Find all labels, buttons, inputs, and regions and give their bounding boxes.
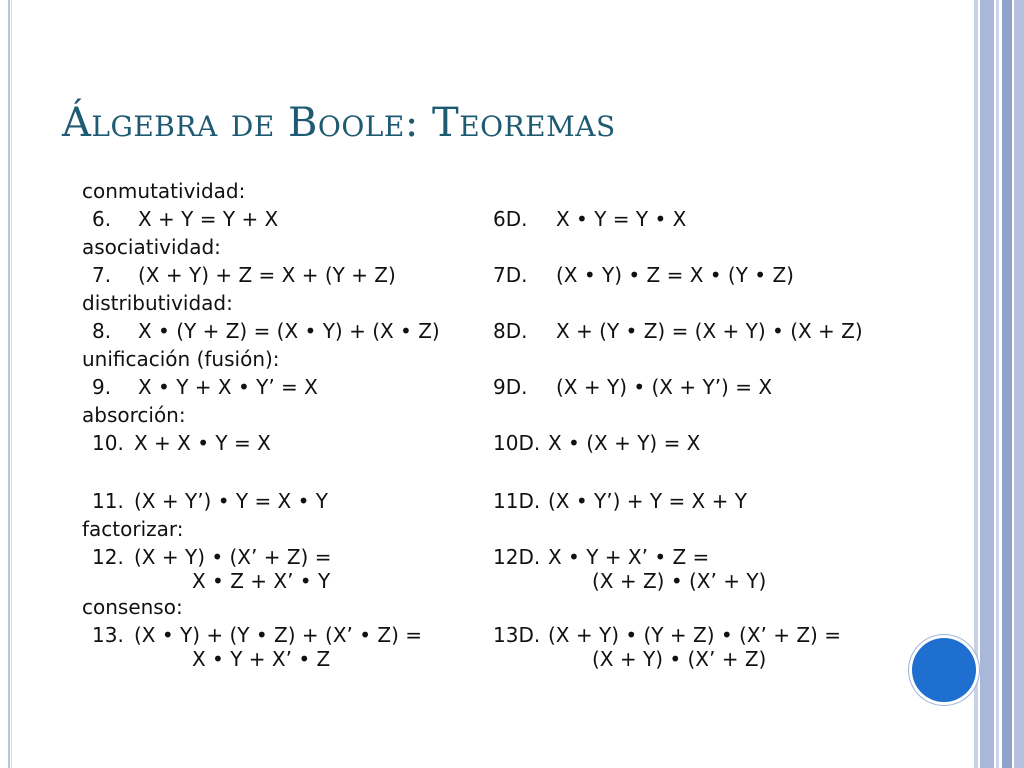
dual-theorem-number: 6D. xyxy=(493,207,528,231)
theorem-number: 13. xyxy=(92,623,124,647)
theorem-number: 7. xyxy=(92,263,112,287)
right-bar xyxy=(996,0,999,768)
theorem-number: 11. xyxy=(92,489,124,513)
theorem-number: 12. xyxy=(92,545,124,569)
section-label: conmutatividad: xyxy=(82,179,246,203)
dual-theorem-expression: X • Y = Y • X xyxy=(556,207,687,231)
right-decorative-bars xyxy=(974,0,1024,768)
dual-theorem-expression-line1: X • Y + X’ • Z = xyxy=(548,545,710,569)
theorem-row xyxy=(82,372,902,402)
theorem-row xyxy=(82,486,902,516)
right-bar xyxy=(1014,0,1024,768)
right-bar xyxy=(980,0,994,768)
right-bar xyxy=(974,0,978,768)
theorem-row xyxy=(82,620,902,672)
dual-theorem-number: 7D. xyxy=(493,263,528,287)
section-conmutatividad xyxy=(82,178,902,234)
dual-theorem-expression-line2: (X + Z) • (X’ + Y) xyxy=(592,569,767,593)
section-label: unificación (fusión): xyxy=(82,347,280,371)
theorem-row xyxy=(82,260,902,290)
theorem-expression: X • (Y + Z) = (X • Y) + (X • Z) xyxy=(138,319,440,343)
theorem-expression-line1: (X • Y) + (Y • Z) + (X’ • Z) = xyxy=(134,623,423,647)
theorem-expression: (X + Y’) • Y = X • Y xyxy=(134,489,328,513)
dual-theorem-number: 10D. xyxy=(493,431,541,455)
theorem-expression-line2: X • Y + X’ • Z xyxy=(192,647,331,671)
right-bar xyxy=(1002,0,1012,768)
theorem-expression: X • Y + X • Y’ = X xyxy=(138,375,318,399)
dual-theorem-expression: X • (X + Y) = X xyxy=(548,431,701,455)
theorem-number: 9. xyxy=(92,375,112,399)
section-label: distributividad: xyxy=(82,291,233,315)
section-label: absorción: xyxy=(82,403,186,427)
theorem-number: 8. xyxy=(92,319,112,343)
dual-theorem-expression: (X + Y) • (X + Y’) = X xyxy=(556,375,773,399)
dual-theorem-expression: (X • Y’) + Y = X + Y xyxy=(548,489,747,513)
section-consenso xyxy=(82,594,902,672)
slide-title: Álgebra de Boole: Teoremas xyxy=(62,100,616,146)
section-factorizar xyxy=(82,516,902,594)
dual-theorem-expression-line1: (X + Y) • (Y + Z) • (X’ + Z) = xyxy=(548,623,841,647)
theorem-expression: (X + Y) + Z = X + (Y + Z) xyxy=(138,263,396,287)
section-absorcion xyxy=(82,402,902,516)
theorem-number: 10. xyxy=(92,431,124,455)
section-label: factorizar: xyxy=(82,517,184,541)
dual-theorem-number: 12D. xyxy=(493,545,541,569)
left-border-line xyxy=(8,0,10,768)
section-label: asociatividad: xyxy=(82,235,221,259)
left-border-line-inner xyxy=(11,0,12,768)
theorem-row xyxy=(82,542,902,594)
section-unificacion xyxy=(82,346,902,402)
dual-theorem-number: 13D. xyxy=(493,623,541,647)
dual-theorem-number: 9D. xyxy=(493,375,528,399)
dual-theorem-number: 8D. xyxy=(493,319,528,343)
dual-theorem-expression-line2: (X + Y) • (X’ + Z) xyxy=(592,647,767,671)
theorem-row xyxy=(82,316,902,346)
section-label: consenso: xyxy=(82,595,183,619)
theorem-expression-line1: (X + Y) • (X’ + Z) = xyxy=(134,545,332,569)
dual-theorem-expression: X + (Y • Z) = (X + Y) • (X + Z) xyxy=(556,319,863,343)
theorem-row xyxy=(82,428,902,458)
section-asociatividad xyxy=(82,234,902,290)
theorems-content xyxy=(82,178,902,672)
section-distributividad xyxy=(82,290,902,346)
decorative-blue-circle xyxy=(912,638,976,702)
theorem-expression: X + Y = Y + X xyxy=(138,207,279,231)
theorem-expression: X + X • Y = X xyxy=(134,431,271,455)
dual-theorem-expression: (X • Y) • Z = X • (Y • Z) xyxy=(556,263,794,287)
dual-theorem-number: 11D. xyxy=(493,489,541,513)
theorem-row xyxy=(82,204,902,234)
theorem-number: 6. xyxy=(92,207,112,231)
theorem-expression-line2: X • Z + X’ • Y xyxy=(192,569,331,593)
